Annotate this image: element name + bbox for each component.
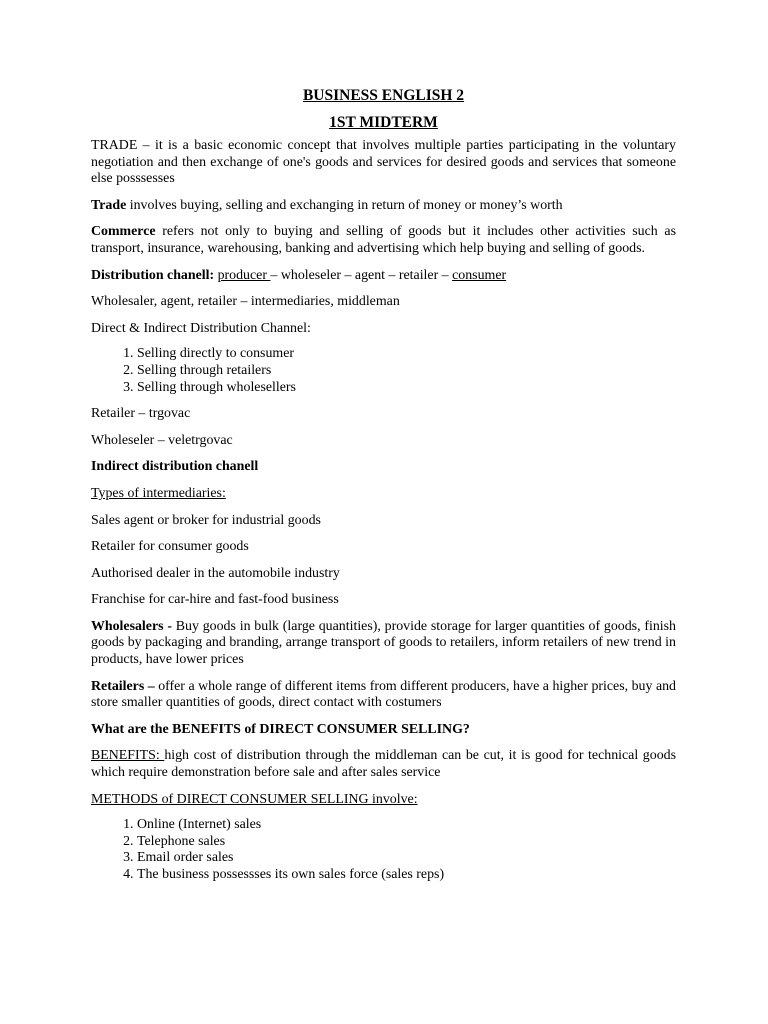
direct-indirect-heading: Direct & Indirect Distribution Channel: (91, 320, 311, 336)
document-title: BUSINESS ENGLISH 2 (302, 87, 465, 104)
type-item: Sales agent or broker for industrial goods (91, 512, 321, 528)
type-item: Retailer for consumer goods (91, 539, 249, 555)
wholeseler-translation: Wholeseler – veletrgovac (91, 432, 233, 448)
intermediaries-line: Wholesaler, agent, retailer – intermediaries, middleman (91, 294, 400, 310)
list-item: 1. Online (Internet) sales (137, 817, 676, 834)
trade-text: involves buying, selling and exchanging in return of money or money’s worth (126, 197, 563, 213)
document-subtitle: 1ST MIDTERM (329, 114, 438, 131)
benefits-text: high cost of distribution through the middleman can be cut, it is good for technical goods which require demonstration before sale and after sales service (91, 748, 676, 781)
wholesalers-term: Wholesalers - (91, 618, 172, 634)
consumer-word: consumer (452, 267, 507, 283)
type-item: Franchise for car-hire and fast-food business (91, 592, 339, 608)
types-heading: Types of intermediaries: (91, 485, 226, 501)
retailers-text: offer a whole range of different items from different producers, have a higher prices, buy and store smaller quantities of goods, direct contact with costumers (91, 678, 677, 711)
methods-heading: METHODS of DIRECT CONSUMER SELLING involve: (91, 791, 418, 807)
benefits-paragraph (91, 748, 676, 781)
list-item: 3. Email order sales (137, 850, 676, 867)
retailers-paragraph (91, 679, 676, 712)
distribution-label: Distribution chanell: (91, 267, 215, 283)
benefits-label: BENEFITS: (91, 748, 165, 764)
retailer-translation: Retailer – trgovac (91, 406, 191, 422)
list-item: 1. Selling directly to consumer (137, 346, 676, 363)
distribution-middle: – wholeseler – agent – retailer – (270, 267, 453, 283)
producer-word: producer (217, 267, 271, 283)
methods-list (91, 817, 676, 883)
commerce-paragraph (91, 224, 676, 257)
commerce-term: Commerce (91, 224, 156, 240)
trade-definition: TRADE – it is a basic economic concept that involves multiple parties participating in the voluntary negotiation and then exchange of one's goods and services for desired goods and services that someone else posssesses (91, 138, 676, 187)
trade-paragraph (91, 198, 676, 215)
list-item: 2. Telephone sales (137, 834, 676, 851)
wholesalers-text: Buy goods in bulk (large quantities), provide storage for larger quantities of goods, finish goods by packaging and branding, arrange transport of goods to retailers, inform retailers of new trend in products, have lower prices (91, 618, 676, 668)
retailers-term: Retailers – (91, 678, 155, 694)
list-item: 2. Selling through retailers (137, 363, 676, 380)
trade-term: Trade (91, 197, 127, 213)
list-item: 3. Selling through wholesellers (137, 380, 676, 397)
commerce-text: refers not only to buying and selling of goods but it includes other activities such as transport, insurance, warehousing, banking and advertising which help buying and selling of goods. (91, 224, 676, 256)
indirect-heading: Indirect distribution chanell (91, 459, 259, 475)
wholesalers-paragraph (91, 619, 676, 669)
channel-list (91, 346, 676, 396)
distribution-channel-line (91, 268, 676, 285)
benefits-question: What are the BENEFITS of DIRECT CONSUMER SELLING? (91, 721, 470, 737)
list-item: 4. The business possessses its own sales force (sales reps) (137, 867, 676, 884)
document-page (91, 86, 676, 894)
type-item: Authorised dealer in the automobile industry (91, 565, 340, 581)
